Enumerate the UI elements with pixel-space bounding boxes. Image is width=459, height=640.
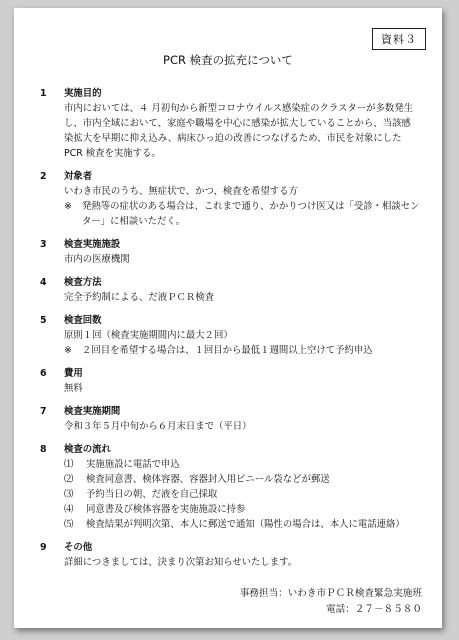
section-note bbox=[64, 343, 420, 358]
section-body bbox=[40, 184, 420, 229]
footer-contact: 事務担当：いわき市ＰＣＲ検査緊急実施班 bbox=[239, 588, 422, 599]
section-8 bbox=[40, 442, 420, 532]
section-text: 完全予約制による、だ液ＰＣＲ検査 bbox=[64, 292, 215, 303]
section-body bbox=[40, 555, 420, 570]
section-9 bbox=[40, 540, 420, 570]
section-heading-text: 費用 bbox=[64, 368, 83, 379]
section-body bbox=[40, 381, 420, 396]
section-heading-text: 検査の流れ bbox=[64, 444, 111, 455]
step-text: 検査同意書、検体容器、容器封入用ビニール袋などが郵送 bbox=[86, 474, 330, 485]
section-number: 8 bbox=[40, 444, 47, 455]
step-number: ⑵ bbox=[64, 474, 74, 485]
section-text: 市内の医療機関 bbox=[64, 254, 130, 265]
section-2 bbox=[40, 169, 420, 229]
section-body bbox=[40, 328, 420, 358]
step-number: ⑴ bbox=[64, 459, 74, 470]
section-heading bbox=[40, 275, 420, 290]
section-7 bbox=[40, 404, 420, 434]
section-text: 令和３年５月中旬から６月末日まで（平日） bbox=[64, 421, 252, 432]
step-text: 予約当日の朝、だ液を自己採取 bbox=[86, 489, 218, 500]
document-page bbox=[14, 8, 442, 628]
section-text: 原則１回（検査実施期間内に最大２回） bbox=[64, 330, 233, 341]
document-badge: 資料３ bbox=[372, 28, 426, 50]
section-heading bbox=[40, 169, 420, 184]
section-note bbox=[64, 199, 420, 229]
section-body bbox=[40, 290, 420, 305]
flow-step bbox=[64, 472, 420, 487]
section-heading-text: 検査実施期間 bbox=[64, 406, 121, 417]
section-number: 5 bbox=[40, 315, 47, 326]
section-heading-text: 対象者 bbox=[64, 171, 93, 182]
section-number: 4 bbox=[40, 277, 47, 288]
flow-step bbox=[64, 502, 420, 517]
section-heading bbox=[40, 366, 420, 381]
section-heading-text: 実施目的 bbox=[64, 88, 102, 99]
section-body bbox=[40, 419, 420, 434]
sections-list bbox=[40, 86, 420, 578]
step-number: ⑶ bbox=[64, 489, 74, 500]
section-text: いわき市民のうち、無症状で、かつ、検査を希望する方 bbox=[64, 186, 298, 197]
section-heading-text: 検査回数 bbox=[64, 315, 102, 326]
section-heading-text: その他 bbox=[64, 542, 93, 553]
section-number: 3 bbox=[40, 239, 47, 250]
note-mark: ※ bbox=[64, 201, 72, 212]
section-heading-text: 検査実施施設 bbox=[64, 239, 121, 250]
document-footer bbox=[240, 586, 422, 618]
section-4 bbox=[40, 275, 420, 305]
note-text: 発熱等の症状のある場合は、これまで通り、かかりつけ医又は「受診・相談センター」に相談いただく。 bbox=[82, 201, 420, 227]
step-number: ⑷ bbox=[64, 504, 74, 515]
section-text: 詳細につきましては、決まり次第お知らせいたします。 bbox=[64, 557, 298, 568]
note-mark: ※ bbox=[64, 345, 72, 356]
section-heading bbox=[40, 313, 420, 328]
footer-phone: 電話：２７－８５８０ bbox=[326, 604, 422, 615]
section-number: 7 bbox=[40, 406, 47, 417]
section-number: 2 bbox=[40, 171, 47, 182]
section-heading bbox=[40, 86, 420, 101]
section-body bbox=[40, 252, 420, 267]
section-body bbox=[40, 101, 420, 161]
section-text: 市内においては、４ 月初旬から新型コロナウイルス感染症のクラスターが多数発生し、市内全域において、家庭や職場を中心に感染が拡大していることから、当該感染拡大を早期に抑え込み、病床ひっ迫の改善につなげるため、市民を対象にした PCR 検査を実施する。 bbox=[64, 103, 414, 159]
section-number: 6 bbox=[40, 368, 47, 379]
flow-step bbox=[64, 517, 420, 532]
note-text: ２回目を希望する場合は、１回目から最低１週間以上空けて予約申込 bbox=[82, 345, 373, 356]
document-title: PCR 検査の拡充について bbox=[163, 53, 293, 67]
section-heading bbox=[40, 442, 420, 457]
step-text: 同意書及び検体容器を実施施設に持参 bbox=[86, 504, 246, 515]
flow-step bbox=[64, 457, 420, 472]
section-body bbox=[40, 457, 420, 532]
section-heading bbox=[40, 540, 420, 555]
section-heading-text: 検査方法 bbox=[64, 277, 102, 288]
section-number: 9 bbox=[40, 542, 47, 553]
section-3 bbox=[40, 237, 420, 267]
section-1 bbox=[40, 86, 420, 161]
step-text: 検査結果が判明次第、本人に郵送で通知（陽性の場合は、本人に電話連絡） bbox=[86, 519, 405, 530]
flow-step bbox=[64, 487, 420, 502]
section-heading bbox=[40, 404, 420, 419]
step-number: ⑸ bbox=[64, 519, 74, 530]
step-text: 実施施設に電話で申込 bbox=[86, 459, 180, 470]
section-number: 1 bbox=[40, 88, 47, 99]
section-6 bbox=[40, 366, 420, 396]
section-5 bbox=[40, 313, 420, 358]
section-heading bbox=[40, 237, 420, 252]
section-text: 無料 bbox=[64, 383, 83, 394]
